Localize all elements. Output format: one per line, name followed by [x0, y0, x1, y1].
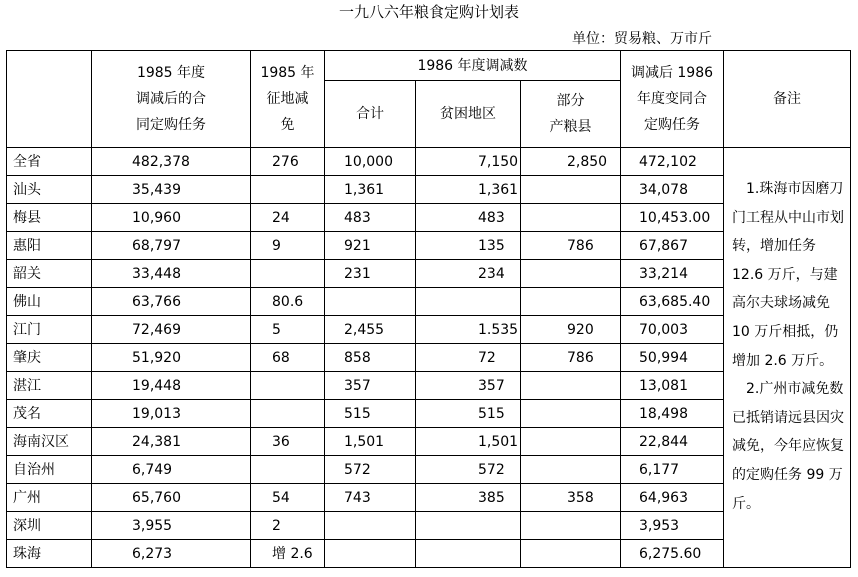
- adjusted-task-1986-cell: 50,994: [621, 344, 724, 372]
- adjusted-task-1986-cell: 3,953: [621, 512, 724, 540]
- land-reduction-1985-cell: 80.6: [251, 288, 325, 316]
- grain-counties-cell: 920: [521, 316, 621, 344]
- reduction-total-cell: [325, 512, 416, 540]
- poor-areas-cell: 572: [416, 456, 521, 484]
- land-reduction-1985-cell: 276: [251, 148, 325, 176]
- grain-counties-cell: [521, 204, 621, 232]
- unit-label: 单位：贸易粮、万市斤: [572, 31, 712, 47]
- table-row: [7, 148, 851, 176]
- reduction-total-cell: 357: [325, 372, 416, 400]
- poor-areas-cell: [416, 512, 521, 540]
- header-1985-contract-task: 1985 年度 调减后的合 同定购任务: [92, 51, 251, 148]
- grain-counties-cell: 358: [521, 484, 621, 512]
- contract-task-1985-cell: 482,378: [92, 148, 251, 176]
- poor-areas-cell: 357: [416, 372, 521, 400]
- contract-task-1985-cell: 24,381: [92, 428, 251, 456]
- reduction-total-cell: 231: [325, 260, 416, 288]
- reduction-total-cell: 1,361: [325, 176, 416, 204]
- region-cell: 韶关: [7, 260, 92, 288]
- table-title: 一九八六年粮食定购计划表: [338, 3, 519, 21]
- remark-note: 2.广州市减免数已抵销请远县因灾减免，今年应恢复的定购任务 99 万斤。: [732, 381, 844, 512]
- contract-task-1985-cell: 72,469: [92, 316, 251, 344]
- adjusted-task-1986-cell: 33,214: [621, 260, 724, 288]
- poor-areas-cell: 72: [416, 344, 521, 372]
- region-cell: 汕头: [7, 176, 92, 204]
- region-cell: 自治州: [7, 456, 92, 484]
- adjusted-task-1986-cell: 70,003: [621, 316, 724, 344]
- reduction-total-cell: [325, 540, 416, 568]
- region-cell: 梅县: [7, 204, 92, 232]
- grain-counties-cell: [521, 372, 621, 400]
- grain-counties-cell: [521, 540, 621, 568]
- header-poor-areas: 贫困地区: [416, 81, 521, 148]
- grain-counties-cell: 2,850: [521, 148, 621, 176]
- adjusted-task-1986-cell: 6,177: [621, 456, 724, 484]
- remark-notes: [724, 148, 851, 568]
- land-reduction-1985-cell: [251, 260, 325, 288]
- grain-counties-cell: 786: [521, 344, 621, 372]
- reduction-total-cell: 743: [325, 484, 416, 512]
- grain-counties-cell: [521, 288, 621, 316]
- remark-note: 1.珠海市因磨刀门工程从中山市划转，增加任务 12.6 万斤，与建高尔夫球场减免 10 万斤相抵，仍增加 2.6 万斤。: [732, 181, 844, 369]
- adjusted-task-1986-cell: 472,102: [621, 148, 724, 176]
- region-cell: 肇庆: [7, 344, 92, 372]
- contract-task-1985-cell: 65,760: [92, 484, 251, 512]
- adjusted-task-1986-cell: 10,453.00: [621, 204, 724, 232]
- grain-counties-cell: [521, 260, 621, 288]
- reduction-total-cell: 515: [325, 400, 416, 428]
- grain-counties-cell: [521, 456, 621, 484]
- poor-areas-cell: 1,361: [416, 176, 521, 204]
- region-cell: 江门: [7, 316, 92, 344]
- land-reduction-1985-cell: [251, 400, 325, 428]
- reduction-total-cell: 1,501: [325, 428, 416, 456]
- poor-areas-cell: 1,501: [416, 428, 521, 456]
- header-1985-land-reduction: 1985 年 征地减 免: [251, 51, 325, 148]
- poor-areas-cell: 515: [416, 400, 521, 428]
- land-reduction-1985-cell: 2: [251, 512, 325, 540]
- reduction-total-cell: 2,455: [325, 316, 416, 344]
- region-cell: 茂名: [7, 400, 92, 428]
- reduction-total-cell: [325, 288, 416, 316]
- land-reduction-1985-cell: 增 2.6: [251, 540, 325, 568]
- contract-task-1985-cell: 68,797: [92, 232, 251, 260]
- adjusted-task-1986-cell: 67,867: [621, 232, 724, 260]
- region-cell: 海南汉区: [7, 428, 92, 456]
- contract-task-1985-cell: 6,273: [92, 540, 251, 568]
- land-reduction-1985-cell: 9: [251, 232, 325, 260]
- adjusted-task-1986-cell: 22,844: [621, 428, 724, 456]
- poor-areas-cell: 385: [416, 484, 521, 512]
- header-subtotal: 合计: [325, 81, 416, 148]
- header-region: [7, 51, 92, 148]
- land-reduction-1985-cell: 68: [251, 344, 325, 372]
- land-reduction-1985-cell: 5: [251, 316, 325, 344]
- reduction-total-cell: 483: [325, 204, 416, 232]
- poor-areas-cell: 7,150: [416, 148, 521, 176]
- region-cell: 深圳: [7, 512, 92, 540]
- adjusted-task-1986-cell: 6,275.60: [621, 540, 724, 568]
- land-reduction-1985-cell: [251, 176, 325, 204]
- reduction-total-cell: 572: [325, 456, 416, 484]
- grain-counties-cell: 786: [521, 232, 621, 260]
- adjusted-task-1986-cell: 63,685.40: [621, 288, 724, 316]
- contract-task-1985-cell: 33,448: [92, 260, 251, 288]
- header-remark: 备注: [724, 51, 851, 148]
- grain-counties-cell: [521, 512, 621, 540]
- contract-task-1985-cell: 19,013: [92, 400, 251, 428]
- region-cell: 珠海: [7, 540, 92, 568]
- grain-counties-cell: [521, 428, 621, 456]
- poor-areas-cell: [416, 540, 521, 568]
- region-cell: 广州: [7, 484, 92, 512]
- region-cell: 湛江: [7, 372, 92, 400]
- poor-areas-cell: 1.535: [416, 316, 521, 344]
- adjusted-task-1986-cell: 34,078: [621, 176, 724, 204]
- land-reduction-1985-cell: [251, 372, 325, 400]
- poor-areas-cell: 234: [416, 260, 521, 288]
- region-cell: 惠阳: [7, 232, 92, 260]
- adjusted-task-1986-cell: 18,498: [621, 400, 724, 428]
- region-cell: 全省: [7, 148, 92, 176]
- poor-areas-cell: 135: [416, 232, 521, 260]
- poor-areas-cell: 483: [416, 204, 521, 232]
- header-1986-adjusted-task: 调减后 1986 年度变同合 定购任务: [621, 51, 724, 148]
- land-reduction-1985-cell: 54: [251, 484, 325, 512]
- poor-areas-cell: [416, 288, 521, 316]
- contract-task-1985-cell: 35,439: [92, 176, 251, 204]
- reduction-total-cell: 921: [325, 232, 416, 260]
- header-grain-counties: 部分 产粮县: [521, 81, 621, 148]
- land-reduction-1985-cell: 36: [251, 428, 325, 456]
- grain-counties-cell: [521, 400, 621, 428]
- reduction-total-cell: 858: [325, 344, 416, 372]
- grain-purchase-table: [6, 50, 851, 568]
- header-1986-reduction-group: 1986 年度调减数: [325, 51, 621, 81]
- contract-task-1985-cell: 19,448: [92, 372, 251, 400]
- contract-task-1985-cell: 3,955: [92, 512, 251, 540]
- region-cell: 佛山: [7, 288, 92, 316]
- adjusted-task-1986-cell: 13,081: [621, 372, 724, 400]
- contract-task-1985-cell: 10,960: [92, 204, 251, 232]
- adjusted-task-1986-cell: 64,963: [621, 484, 724, 512]
- contract-task-1985-cell: 51,920: [92, 344, 251, 372]
- land-reduction-1985-cell: 24: [251, 204, 325, 232]
- contract-task-1985-cell: 63,766: [92, 288, 251, 316]
- grain-counties-cell: [521, 176, 621, 204]
- reduction-total-cell: 10,000: [325, 148, 416, 176]
- land-reduction-1985-cell: [251, 456, 325, 484]
- contract-task-1985-cell: 6,749: [92, 456, 251, 484]
